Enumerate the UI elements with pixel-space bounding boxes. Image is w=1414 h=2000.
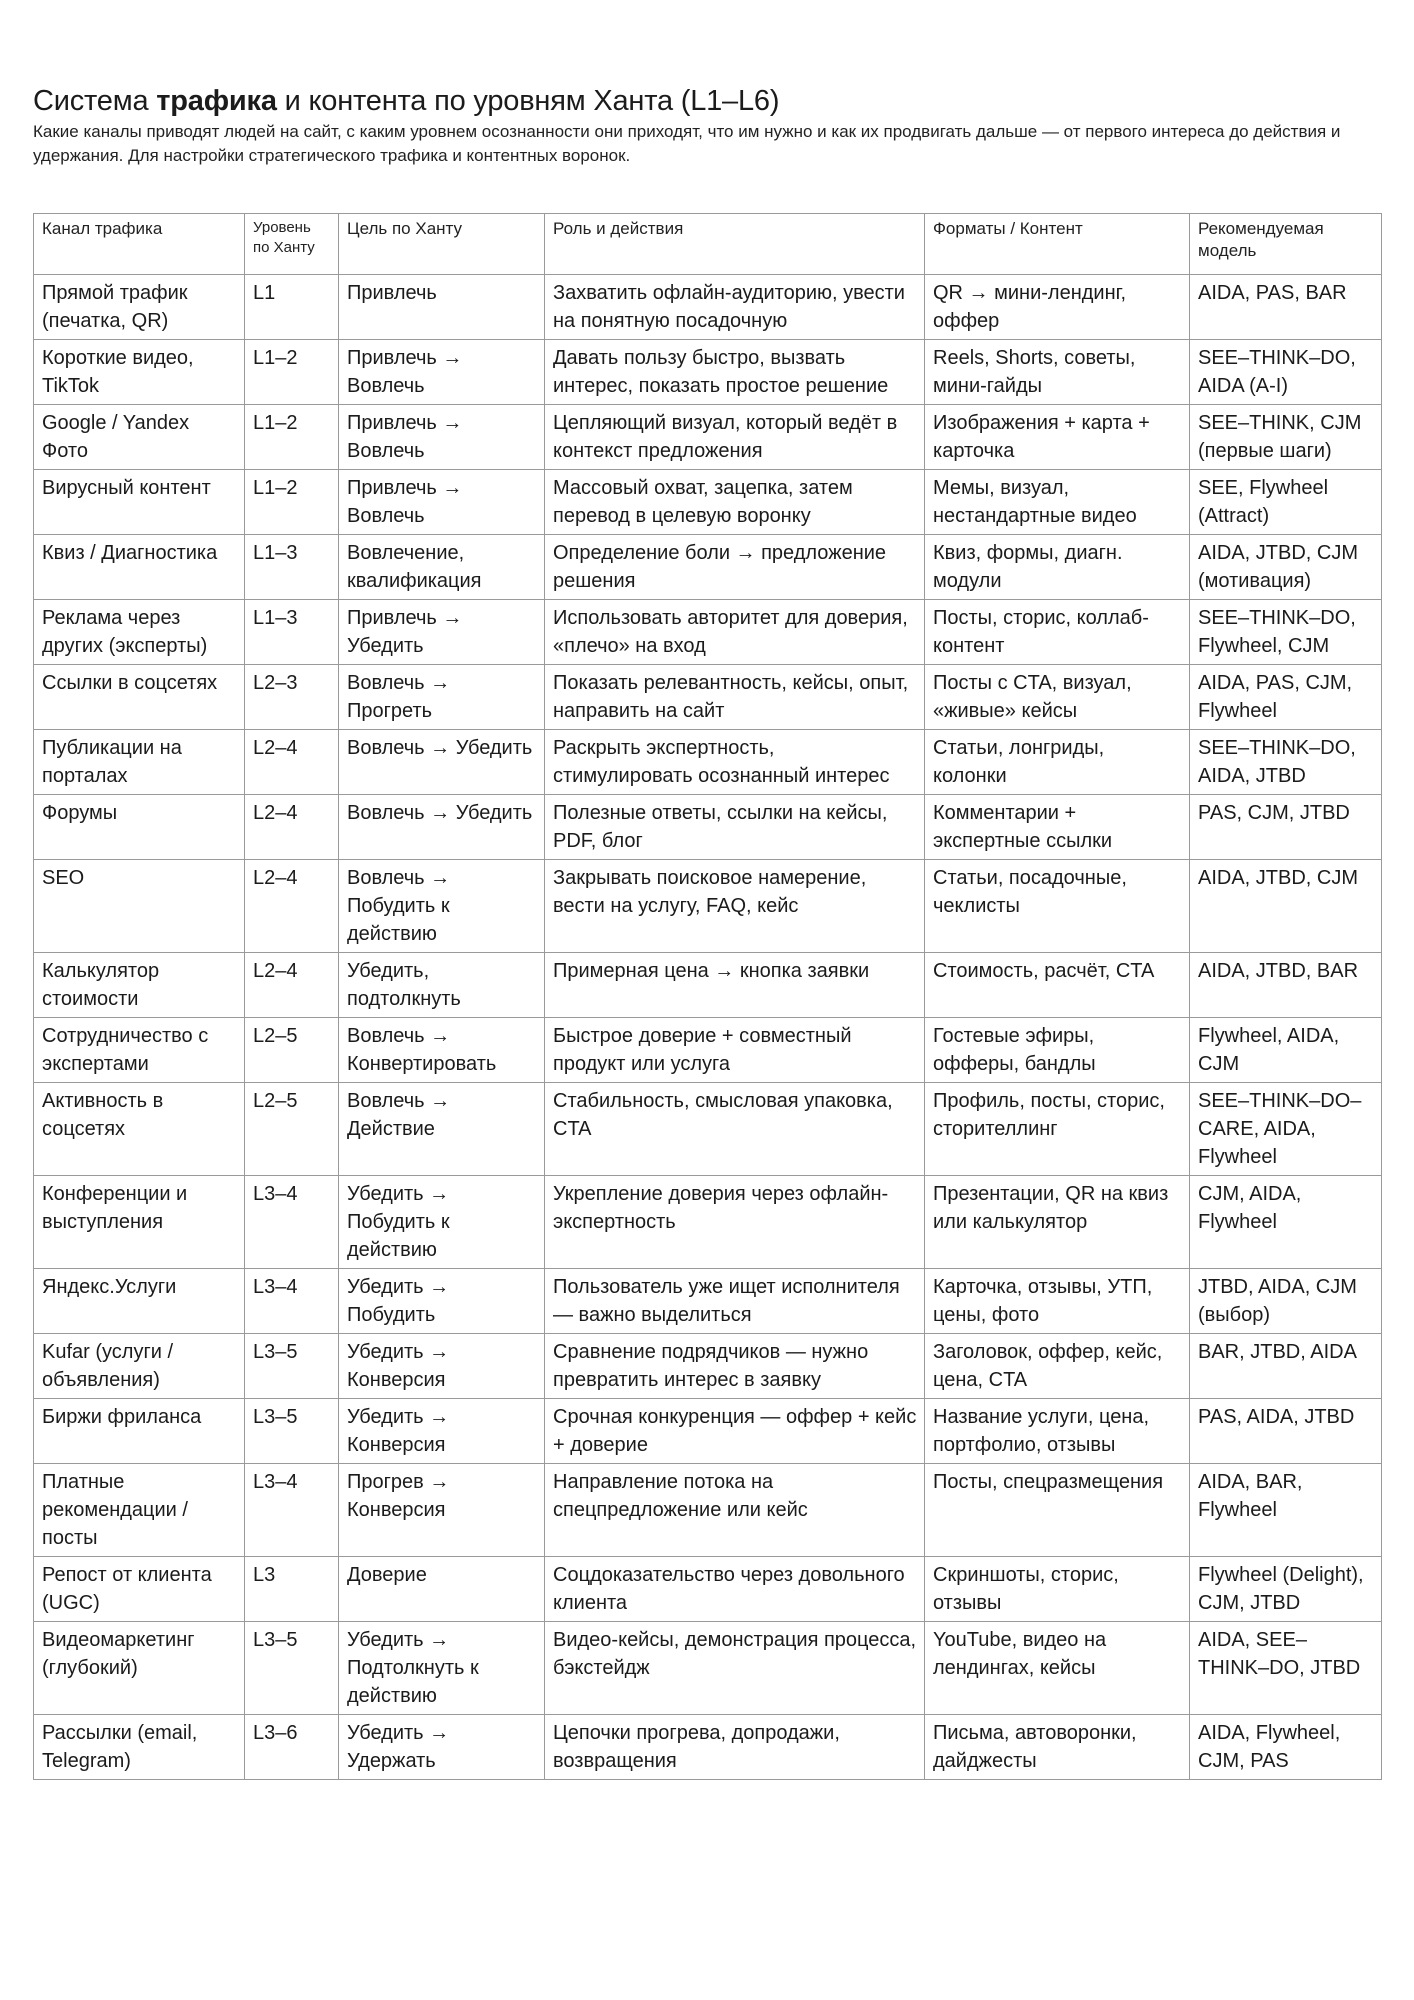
table-row (34, 1269, 1382, 1334)
cell-formats: Письма, автоворонки, дайджесты (925, 1715, 1190, 1780)
cell-channel: Прямой трафик (печатка, QR) (34, 275, 245, 340)
cell-level: L2–4 (245, 795, 339, 860)
cell-level: L3–6 (245, 1715, 339, 1780)
table-row (34, 1334, 1382, 1399)
cell-model: AIDA, JTBD, CJM (1190, 860, 1382, 953)
cell-goal: Вовлечь → Действие (339, 1083, 545, 1176)
cell-model: AIDA, JTBD, BAR (1190, 953, 1382, 1018)
cell-channel: SEO (34, 860, 245, 953)
cell-goal: Убедить, подтолкнуть (339, 953, 545, 1018)
document-subtitle: Какие каналы приводят людей на сайт, с каким уровнем осознанности они приходят, что им нужно и как их продвигать дальше — от первого интереса до действия и удержания. Для настройки стратегического трафика и контентных воронок. (33, 122, 1341, 165)
cell-model: SEE–THINK–DO, AIDA, JTBD (1190, 730, 1382, 795)
cell-formats: Комментарии + экспертные ссылки (925, 795, 1190, 860)
cell-level: L1–3 (245, 535, 339, 600)
cell-formats: Стоимость, расчёт, CTA (925, 953, 1190, 1018)
table-row (34, 953, 1382, 1018)
cell-model: AIDA, SEE–THINK–DO, JTBD (1190, 1622, 1382, 1715)
title-part-regular: Система (33, 85, 157, 117)
cell-level: L2–5 (245, 1018, 339, 1083)
document-page (33, 84, 1381, 1772)
cell-model: SEE–THINK, CJM (первые шаги) (1190, 405, 1382, 470)
table-row (34, 730, 1382, 795)
cell-formats: Посты, спецразмещения (925, 1464, 1190, 1557)
table-row (34, 1622, 1382, 1715)
cell-level: L3–4 (245, 1269, 339, 1334)
cell-model: AIDA, BAR, Flywheel (1190, 1464, 1382, 1557)
cell-goal: Привлечь → Вовлечь (339, 470, 545, 535)
table-row (34, 275, 1382, 340)
cell-model: SEE–THINK–DO–CARE, AIDA, Flywheel (1190, 1083, 1382, 1176)
cell-model: JTBD, AIDA, CJM (выбор) (1190, 1269, 1382, 1334)
cell-goal: Вовлечь → Убедить (339, 795, 545, 860)
cell-goal: Убедить → Побудить к действию (339, 1176, 545, 1269)
cell-role: Быстрое доверие + совместный продукт или услуга (545, 1018, 925, 1083)
header-role: Роль и действия (545, 214, 925, 275)
cell-formats: Презентации, QR на квиз или калькулятор (925, 1176, 1190, 1269)
cell-formats: QR → мини-лендинг, оффер (925, 275, 1190, 340)
table-row (34, 1715, 1382, 1780)
cell-role: Давать пользу быстро, вызвать интерес, показать простое решение (545, 340, 925, 405)
cell-channel: Публикации на порталах (34, 730, 245, 795)
cell-formats: Изображения + карта + карточка (925, 405, 1190, 470)
cell-role: Соцдоказательство через довольного клиента (545, 1557, 925, 1622)
cell-channel: Репост от клиента (UGC) (34, 1557, 245, 1622)
cell-goal: Вовлечь → Побудить к действию (339, 860, 545, 953)
cell-channel: Сотрудничество с экспертами (34, 1018, 245, 1083)
header-model: Рекомендуемая модель (1190, 214, 1382, 275)
cell-goal: Привлечь → Убедить (339, 600, 545, 665)
cell-role: Захватить офлайн-аудиторию, увести на понятную посадочную (545, 275, 925, 340)
cell-channel: Реклама через других (эксперты) (34, 600, 245, 665)
cell-formats: Заголовок, оффер, кейс, цена, CTA (925, 1334, 1190, 1399)
cell-model: AIDA, PAS, CJM, Flywheel (1190, 665, 1382, 730)
table-header-row (34, 214, 1382, 275)
cell-role: Цепляющий визуал, который ведёт в контекст предложения (545, 405, 925, 470)
header-goal: Цель по Ханту (339, 214, 545, 275)
cell-level: L3–4 (245, 1464, 339, 1557)
cell-level: L3–5 (245, 1399, 339, 1464)
cell-channel: Конференции и выступления (34, 1176, 245, 1269)
cell-formats: Гостевые эфиры, офферы, бандлы (925, 1018, 1190, 1083)
cell-formats: Посты с CTA, визуал, «живые» кейсы (925, 665, 1190, 730)
cell-goal: Привлечь (339, 275, 545, 340)
cell-role: Цепочки прогрева, допродажи, возвращения (545, 1715, 925, 1780)
table-row (34, 340, 1382, 405)
cell-level: L2–4 (245, 860, 339, 953)
traffic-table (33, 213, 1382, 1780)
cell-formats: Карточка, отзывы, УТП, цены, фото (925, 1269, 1190, 1334)
cell-level: L2–3 (245, 665, 339, 730)
cell-channel: Kufar (услуги / объявления) (34, 1334, 245, 1399)
cell-role: Стабильность, смысловая упаковка, CTA (545, 1083, 925, 1176)
cell-formats: Мемы, визуал, нестандартные видео (925, 470, 1190, 535)
cell-role: Видео-кейсы, демонстрация процесса, бэкстейдж (545, 1622, 925, 1715)
cell-role: Раскрыть экспертность, стимулировать осознанный интерес (545, 730, 925, 795)
cell-channel: Активность в соцсетях (34, 1083, 245, 1176)
cell-goal: Вовлечь → Убедить (339, 730, 545, 795)
cell-formats: YouTube, видео на лендингах, кейсы (925, 1622, 1190, 1715)
cell-channel: Рассылки (email, Telegram) (34, 1715, 245, 1780)
cell-level: L3–5 (245, 1622, 339, 1715)
cell-channel: Ссылки в соцсетях (34, 665, 245, 730)
cell-channel: Видеомаркетинг (глубокий) (34, 1622, 245, 1715)
cell-goal: Вовлечь → Конвертировать (339, 1018, 545, 1083)
cell-role: Закрывать поисковое намерение, вести на услугу, FAQ, кейс (545, 860, 925, 953)
cell-goal: Убедить → Удержать (339, 1715, 545, 1780)
cell-formats: Reels, Shorts, советы, мини-гайды (925, 340, 1190, 405)
document-title (33, 84, 1381, 118)
cell-role: Массовый охват, зацепка, затем перевод в целевую воронку (545, 470, 925, 535)
cell-formats: Квиз, формы, диагн. модули (925, 535, 1190, 600)
table-row (34, 1018, 1382, 1083)
cell-role: Направление потока на спецпредложение или кейс (545, 1464, 925, 1557)
cell-goal: Доверие (339, 1557, 545, 1622)
cell-role: Полезные ответы, ссылки на кейсы, PDF, блог (545, 795, 925, 860)
cell-model: PAS, CJM, JTBD (1190, 795, 1382, 860)
cell-level: L2–5 (245, 1083, 339, 1176)
cell-channel: Квиз / Диагностика (34, 535, 245, 600)
cell-model: SEE, Flywheel (Attract) (1190, 470, 1382, 535)
cell-role: Укрепление доверия через офлайн-экспертность (545, 1176, 925, 1269)
cell-model: AIDA, JTBD, CJM (мотивация) (1190, 535, 1382, 600)
cell-level: L1–3 (245, 600, 339, 665)
table-body (34, 275, 1382, 1780)
cell-formats: Статьи, посадочные, чеклисты (925, 860, 1190, 953)
title-part-bold: трафика (156, 85, 277, 117)
cell-formats: Профиль, посты, сторис, сторителлинг (925, 1083, 1190, 1176)
cell-goal: Убедить → Побудить (339, 1269, 545, 1334)
cell-level: L2–4 (245, 953, 339, 1018)
cell-formats: Статьи, лонгриды, колонки (925, 730, 1190, 795)
cell-channel: Яндекс.Услуги (34, 1269, 245, 1334)
cell-model: BAR, JTBD, AIDA (1190, 1334, 1382, 1399)
cell-model: PAS, AIDA, JTBD (1190, 1399, 1382, 1464)
header-formats: Форматы / Контент (925, 214, 1190, 275)
cell-level: L2–4 (245, 730, 339, 795)
table-row (34, 665, 1382, 730)
cell-goal: Вовлечение, квалификация (339, 535, 545, 600)
table-row (34, 795, 1382, 860)
cell-role: Определение боли → предложение решения (545, 535, 925, 600)
cell-goal: Прогрев → Конверсия (339, 1464, 545, 1557)
cell-channel: Google / Yandex Фото (34, 405, 245, 470)
table-row (34, 535, 1382, 600)
cell-formats: Название услуги, цена, портфолио, отзывы (925, 1399, 1190, 1464)
table-row (34, 1399, 1382, 1464)
cell-channel: Платные рекомендации / посты (34, 1464, 245, 1557)
cell-level: L1–2 (245, 470, 339, 535)
cell-model: AIDA, PAS, BAR (1190, 275, 1382, 340)
cell-role: Примерная цена → кнопка заявки (545, 953, 925, 1018)
cell-goal: Убедить → Конверсия (339, 1399, 545, 1464)
cell-model: SEE–THINK–DO, Flywheel, CJM (1190, 600, 1382, 665)
cell-model: CJM, AIDA, Flywheel (1190, 1176, 1382, 1269)
cell-model: Flywheel, AIDA, CJM (1190, 1018, 1382, 1083)
cell-level: L3–4 (245, 1176, 339, 1269)
cell-goal: Вовлечь → Прогреть (339, 665, 545, 730)
cell-channel: Вирусный контент (34, 470, 245, 535)
cell-goal: Привлечь → Вовлечь (339, 405, 545, 470)
cell-level: L3–5 (245, 1334, 339, 1399)
table-row (34, 1083, 1382, 1176)
cell-level: L3 (245, 1557, 339, 1622)
table-row (34, 1557, 1382, 1622)
cell-goal: Убедить → Конверсия (339, 1334, 545, 1399)
cell-model: SEE–THINK–DO, AIDA (A-I) (1190, 340, 1382, 405)
cell-role: Показать релевантность, кейсы, опыт, направить на сайт (545, 665, 925, 730)
cell-goal: Убедить → Подтолкнуть к действию (339, 1622, 545, 1715)
cell-channel: Биржи фриланса (34, 1399, 245, 1464)
cell-formats: Скриншоты, сторис, отзывы (925, 1557, 1190, 1622)
cell-channel: Короткие видео, TikTok (34, 340, 245, 405)
header-level: Уровень по Ханту (245, 214, 339, 275)
header-channel: Канал трафика (34, 214, 245, 275)
table-row (34, 1464, 1382, 1557)
cell-role: Срочная конкуренция — оффер + кейс + доверие (545, 1399, 925, 1464)
table-row (34, 600, 1382, 665)
table-row (34, 405, 1382, 470)
cell-channel: Форумы (34, 795, 245, 860)
cell-formats: Посты, сторис, коллаб-контент (925, 600, 1190, 665)
cell-model: Flywheel (Delight), CJM, JTBD (1190, 1557, 1382, 1622)
cell-channel: Калькулятор стоимости (34, 953, 245, 1018)
table-row (34, 470, 1382, 535)
table-row (34, 1176, 1382, 1269)
title-part-tail: и контента по уровням Ханта (L1–L6) (276, 85, 780, 117)
table-row (34, 860, 1382, 953)
cell-role: Сравнение подрядчиков — нужно превратить интерес в заявку (545, 1334, 925, 1399)
cell-goal: Привлечь → Вовлечь (339, 340, 545, 405)
cell-level: L1–2 (245, 405, 339, 470)
cell-model: AIDA, Flywheel, CJM, PAS (1190, 1715, 1382, 1780)
cell-level: L1–2 (245, 340, 339, 405)
cell-level: L1 (245, 275, 339, 340)
cell-role: Использовать авторитет для доверия, «плечо» на вход (545, 600, 925, 665)
cell-role: Пользователь уже ищет исполнителя — важно выделиться (545, 1269, 925, 1334)
